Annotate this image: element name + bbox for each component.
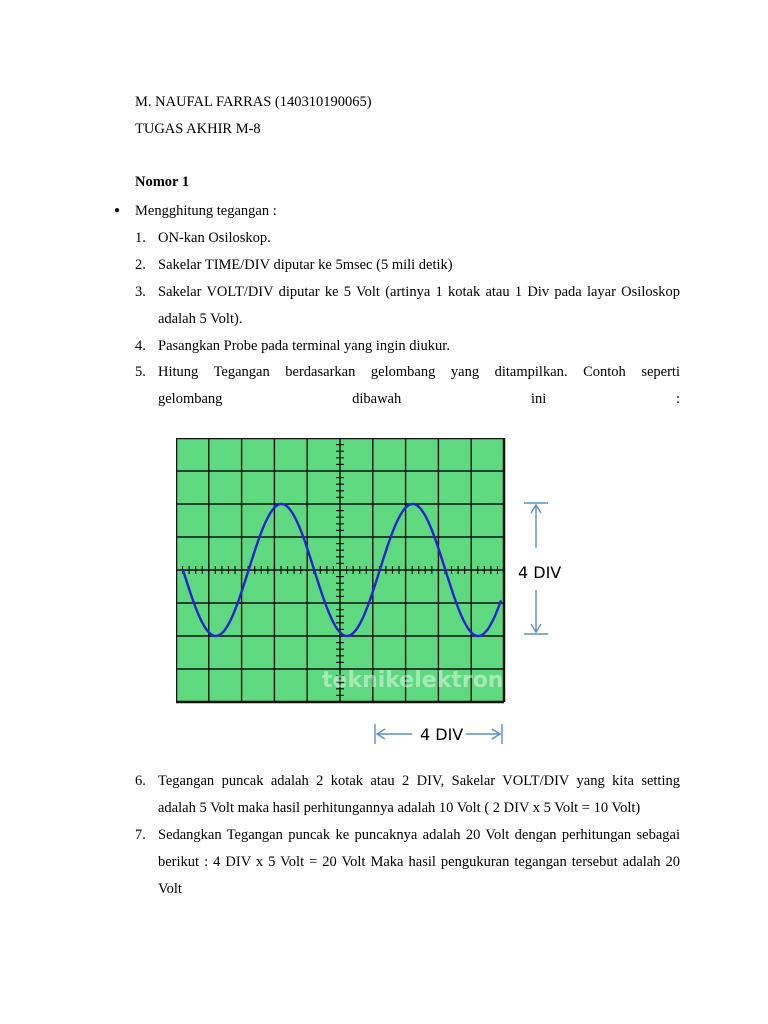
word: dibawah (352, 391, 402, 407)
word: gelombang (158, 391, 223, 407)
step-number: 3. (135, 284, 146, 300)
section-title: Nomor 1 (135, 174, 190, 190)
horizontal-div-label: 4 DIV (420, 725, 464, 744)
author-line: M. NAUFAL FARRAS (140310190065) (135, 94, 372, 110)
step-text: Sedangkan Tegangan puncak ke puncaknya adalah 20 Volt dengan perhitungan sebagai (158, 827, 680, 843)
watermark-text: teknikelektronika.com (322, 668, 600, 693)
step-text: adalah 5 Volt). (158, 311, 243, 327)
word: ini (530, 391, 547, 407)
step-text: Sakelar VOLT/DIV diputar ke 5 Volt (artinya 1 kotak atau 1 Div pada layar Osiloskop (158, 284, 680, 300)
step-number: 6. (135, 773, 146, 789)
assignment-line: TUGAS AKHIR M-8 (135, 121, 261, 137)
step-text: Sakelar TIME/DIV diputar ke 5msec (5 mili detik) (158, 257, 453, 273)
bullet-icon: ● (114, 205, 121, 216)
step-text: Volt (158, 881, 182, 897)
step-number: 7. (135, 827, 146, 843)
step-text: berikut : 4 DIV x 5 Volt = 20 Volt Maka hasil pengukuran tegangan tersebut adalah 20 (158, 854, 680, 870)
step-number: 1. (135, 230, 146, 246)
oscilloscope-figure (176, 438, 616, 750)
step-text: Pasangkan Probe pada terminal yang ingin diukur. (158, 338, 450, 354)
step-number: 2. (135, 257, 146, 273)
bullet-text: Mengghitung tegangan : (135, 203, 277, 219)
step-number: 5. (135, 364, 146, 380)
step-number: 4. (135, 338, 146, 354)
step-text: adalah 5 Volt maka hasil perhitungannya adalah 10 Volt ( 2 DIV x 5 Volt = 10 Volt) (158, 800, 641, 816)
word: : (675, 391, 680, 407)
step-text: Tegangan puncak adalah 2 kotak atau 2 DIV, Sakelar VOLT/DIV yang kita setting (158, 773, 680, 789)
step-text: ON-kan Osiloskop. (158, 230, 271, 246)
step-text-justified (158, 390, 680, 408)
step-text: Hitung Tegangan berdasarkan gelombang yang ditampilkan. Contoh seperti (158, 364, 680, 380)
vertical-div-label: 4 DIV (518, 563, 562, 582)
